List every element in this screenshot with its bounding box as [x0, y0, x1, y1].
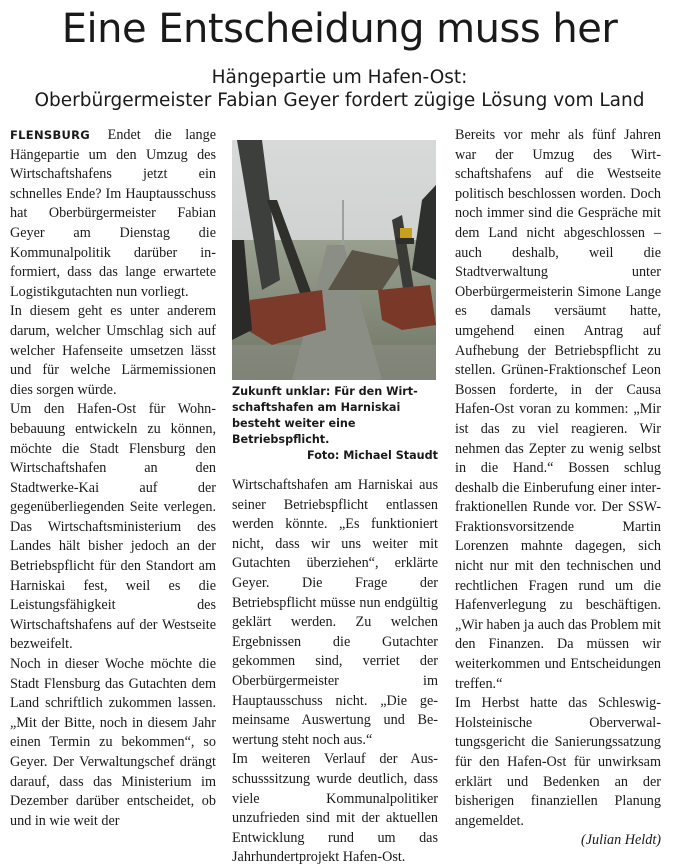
paragraph: In diesem geht es unter anderem darum, welcher Umschlag sich auf welcher Hafenseite umsetzen lässt und für welche Lärmemissionen dies sorgen würde. — [10, 303, 216, 398]
harbor-photo — [232, 140, 436, 380]
article-column-2 — [232, 476, 438, 868]
article-column-1 — [10, 126, 216, 831]
paragraph: Bereits vor mehr als fünf Jahren war der Umzug des Wirtschaftshafens auf die Westseite politisch beschlossen worden. Doch noch immer sind die Gespräche mit dem Land nicht abgeschlossen – auch deshalb, weil die Stadtverwaltung unter Oberbürgermeisterin Simone Lange es damals versäumt hatte, umgehend einen Antrag auf Aufhebung der Betriebspflicht zu stellen. Grünen-Fraktionschef Leon Bossen forderte, in der Causa Hafen-Ost voran zu kommen: „Mir ist das zu viel reagieren. Wir nehmen das Zepter zu wenig selbst in die Hand.“ Bossen schlug deshalb die Einberufung einer interfraktionellen Runde vor. Der SSW-Fraktionsvorsitzende Martin Lorenzen mahnte dagegen, sich nicht nur mit den technischen und rechtlichen Fragen rund um die Hafenverlegung zu beschäftigen. „Wir haben ja auch das Problem mit den Finanzen. Da müssen wir weiterkommen und Entscheidungen treffen.“ — [455, 127, 661, 692]
paragraph: Noch in dieser Woche möchte die Stadt Flensburg das Gutachten dem Land schriftlich zukommen lassen. „Mit der Bitte, noch in diesem Jahr einen Termin zu bekommen“, so Geyer. Der Verwaltungschef drängt darauf, dass das Ministerium im Dezember darüber entscheidet, ob und in wie weit der — [10, 656, 216, 829]
harbor-cranes-image — [232, 140, 436, 380]
paragraph: Im weiteren Verlauf der Ausschusssitzung wurde deutlich, dass viele Kommunalpolitiker unzufrieden sind mit der aktuellen Entwicklung rund um das Jahrhundertprojekt Hafen-Ost. — [232, 751, 438, 866]
photo-credit: Foto: Michael Staudt — [307, 449, 438, 462]
paragraph: Um den Hafen-Ost für Wohnbebauung entwickeln zu können, möchte die Stadt Flensburg den Wirtschaftshafen an den Stadtwerke-Kai auf der gegenüberliegenden Seite verlegen. Das Wirtschaftsministerium des Landes hält bisher jedoch an der Betriebspflicht für den Standort am Harniskai fest, weil es die Leistungsfähigkeit des Wirtschaftshafens auf der Westseite bezweifelt. — [10, 401, 216, 653]
paragraph — [10, 126, 216, 302]
paragraph: Wirtschaftshafen am Harniskai aus seiner Betriebspflicht entlassen werden könnte. „Es funktioniert nicht, dass wir uns weiter mit Gutachten überziehen“, erklärte Geyer. Die Frage der Betriebspflicht müsse nun endgültig geklärt werden. Zu welchen Ergebnissen die Gutachter gekommen sind, verriet der Oberbürgermeister im Hauptausschuss nicht. „Die gemeinsame Auswertung und Bewertung steht noch aus.“ — [232, 477, 438, 748]
subheadline-line-2: Oberbürgermeister Fabian Geyer fordert zügige Lösung vom Land — [34, 90, 645, 111]
author-byline: (Julian Heldt) — [581, 832, 661, 849]
article-column-3 — [455, 126, 661, 851]
paragraph: Im Herbst hatte das Schleswig-Holsteinische Oberverwaltungsgericht die Sanierungssatzung für den Hafen-Ost für unwirksam erklärt und Bedenken an der bisherigen finanziellen Planung angemeldet. — [455, 695, 661, 829]
dateline: FLENSBURG — [10, 128, 91, 142]
subheadline — [0, 66, 679, 112]
subheadline-line-1: Hängepartie um Hafen-Ost: — [211, 67, 468, 88]
caption-text: Zukunft unklar: Für den Wirtschaftshafen am Harniskai besteht weiter eine Betriebspflicht. — [232, 385, 418, 446]
photo-caption — [232, 384, 438, 464]
paragraph-text: Endet die lange Hängepartie um den Umzug des Wirtschaftshafens jetzt ein schnelles Ende? Im Hauptausschuss hat Oberbürgermeister Fabian Geyer am Dienstag die Kommunalpolitik darüber informiert, dass das lange erwartete Logistikgutachten nun vorliegt. — [10, 127, 217, 300]
headline: Eine Entscheidung muss her — [61, 6, 618, 52]
